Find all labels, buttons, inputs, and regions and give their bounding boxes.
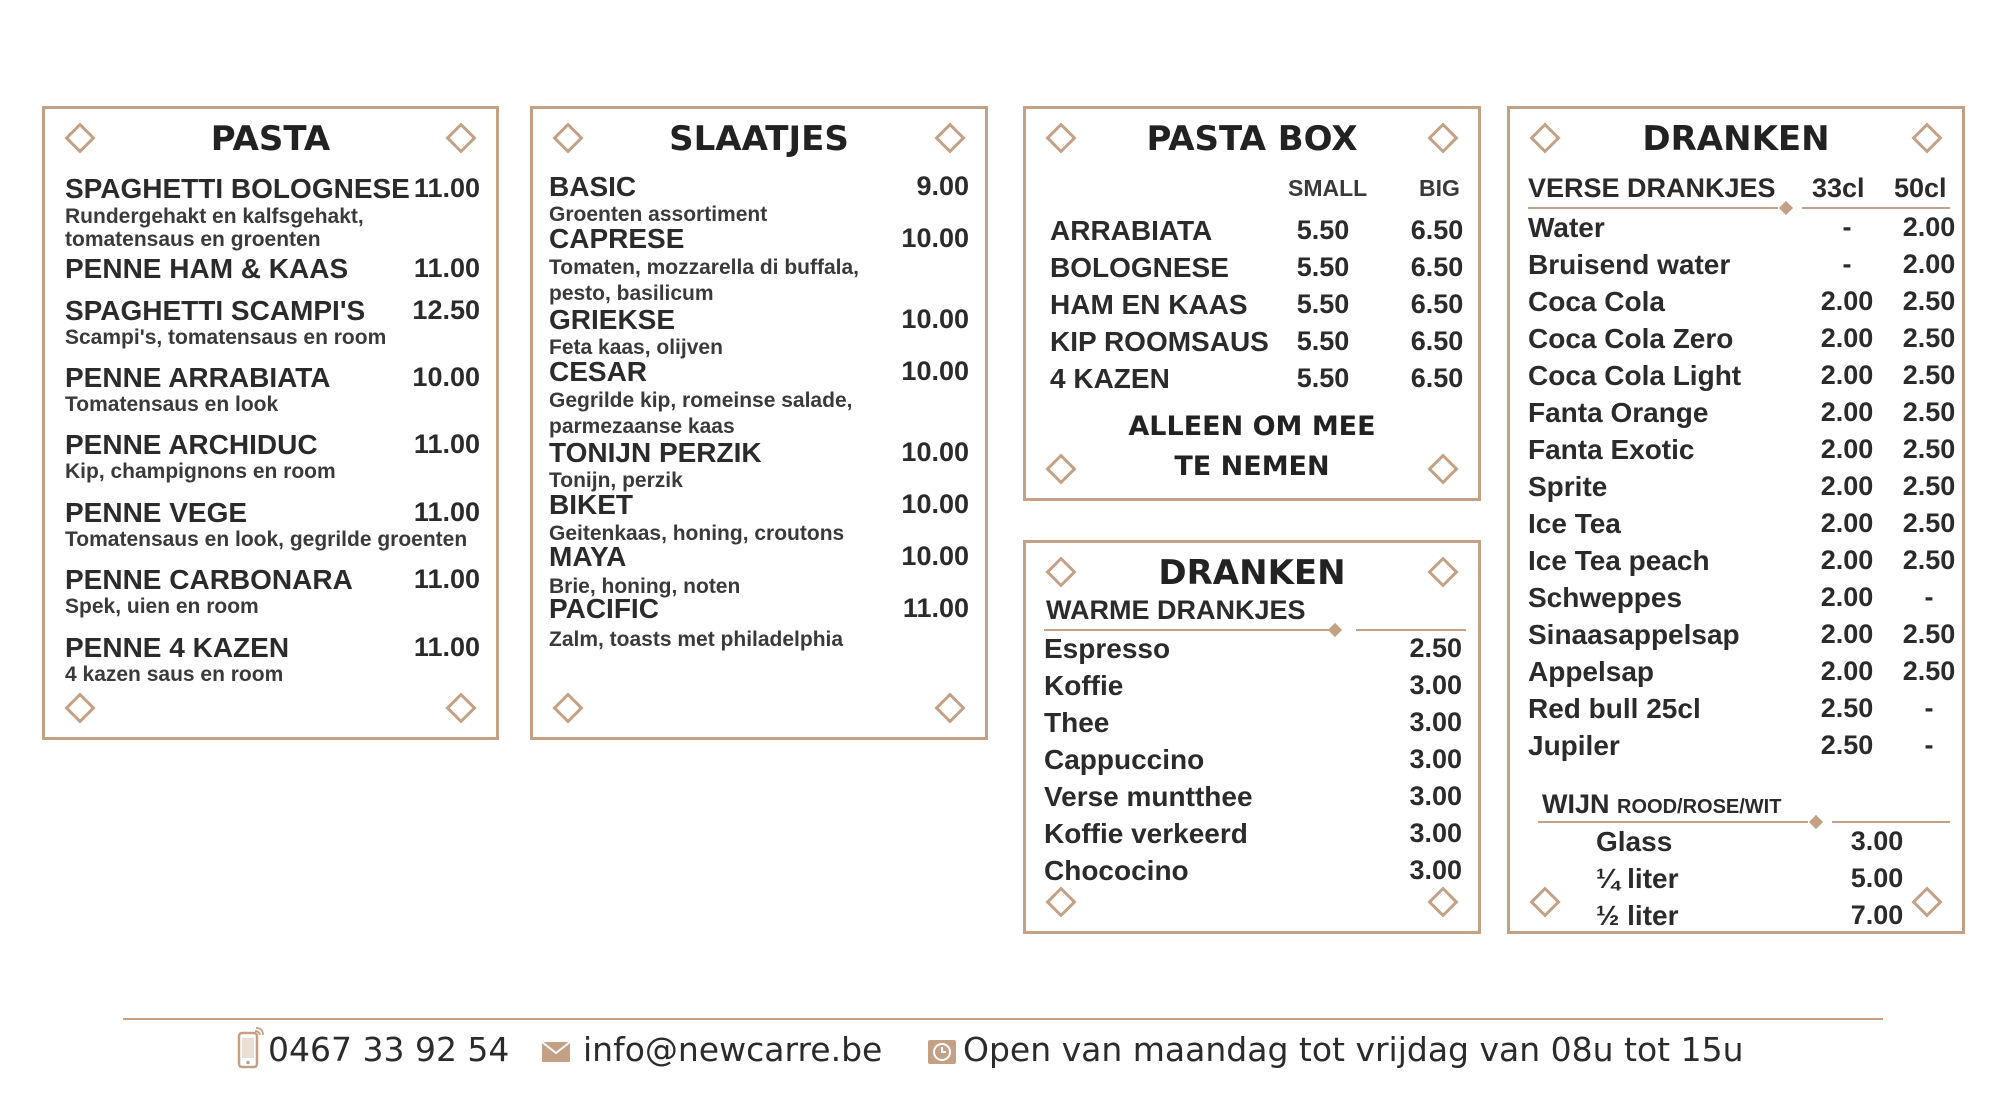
drink-name: Sinaasappelsap — [1528, 619, 1740, 650]
menu-item-name: SPAGHETTI BOLOGNESE — [65, 173, 410, 204]
drink-name: Koffie verkeerd — [1044, 818, 1248, 849]
footer-email[interactable]: info@newcarre.be — [583, 1030, 883, 1069]
menu-item-desc: Scampi's, tomatensaus en room — [65, 326, 387, 349]
diamond-ornament-icon — [552, 692, 583, 723]
menu-item-name: SPAGHETTI SCAMPI'S — [65, 295, 366, 326]
drink-price: 3.00 — [1409, 855, 1462, 885]
drink-name: Jupiler — [1528, 730, 1620, 761]
slaatjes-title: SLAATJES — [669, 119, 849, 159]
drink-name: Coca Cola Zero — [1528, 323, 1734, 354]
menu-item-desc: Tonijn, perzik — [549, 469, 683, 492]
pasta-title: PASTA — [210, 119, 331, 159]
footer-phone[interactable]: 0467 33 92 54 — [268, 1030, 510, 1069]
menu-item-name: PENNE VEGE — [65, 497, 248, 528]
menu-item-desc: Zalm, toasts met philadelphia — [549, 628, 844, 651]
section-divider — [1528, 207, 1778, 209]
drink-name: Verse muntthee — [1044, 781, 1253, 812]
menu-item-name: BOLOGNESE — [1050, 252, 1229, 283]
phone-icon — [234, 1027, 264, 1071]
menu-item-price: 11.00 — [413, 173, 480, 203]
menu-item-desc: Groenten assortiment — [549, 203, 768, 226]
footer-divider — [123, 1018, 1883, 1020]
menu-item-desc: Tomatensaus en look — [65, 393, 279, 416]
price-big: 6.50 — [1410, 252, 1464, 282]
drink-name: Koffie — [1044, 670, 1124, 701]
wine-price: 3.00 — [1850, 826, 1904, 856]
wine-size: ¼ liter — [1596, 863, 1679, 894]
drink-name: Coca Cola Light — [1528, 360, 1742, 391]
price-50cl: 2.50 — [1902, 545, 1956, 575]
drink-name: Coca Cola — [1528, 286, 1665, 317]
drink-price: 2.50 — [1409, 633, 1462, 663]
menu-item-name: PENNE ARRABIATA — [65, 362, 331, 393]
column-header-50cl: 50cl — [1894, 173, 1947, 203]
price-50cl: 2.50 — [1902, 397, 1956, 427]
menu-item-name: CAPRESE — [549, 223, 685, 254]
drink-name: Schweppes — [1528, 582, 1683, 613]
clock-icon — [927, 1039, 957, 1065]
price-big: 6.50 — [1410, 215, 1464, 245]
diamond-ornament-icon — [1427, 886, 1458, 917]
warm-drinks-title: DRANKEN — [1158, 553, 1346, 593]
menu-item-desc: Tomaten, mozzarella di buffala, — [549, 256, 859, 279]
menu-item-name: PENNE CARBONARA — [65, 564, 353, 595]
price-33cl: 2.00 — [1820, 656, 1874, 686]
section-divider — [1802, 207, 1950, 209]
price-small: 5.50 — [1296, 363, 1350, 393]
price-small: 5.50 — [1296, 289, 1350, 319]
menu-item-name: HAM EN KAAS — [1050, 289, 1248, 320]
menu-item-desc: Feta kaas, olijven — [549, 336, 723, 359]
divider-diamond-icon — [1779, 201, 1793, 215]
section-divider — [1832, 821, 1950, 823]
menu-item-price: 10.00 — [901, 437, 969, 467]
price-33cl: 2.00 — [1820, 582, 1874, 612]
menu-item-price: 10.00 — [901, 356, 969, 386]
menu-item-desc: Kip, champignons en room — [65, 460, 336, 483]
price-33cl: 2.00 — [1820, 619, 1874, 649]
diamond-ornament-icon — [1045, 886, 1076, 917]
menu-item-price: 11.00 — [413, 632, 480, 662]
menu-item-desc: Tomatensaus en look, gegrilde groenten — [65, 528, 468, 551]
drink-name: Fanta Exotic — [1528, 434, 1695, 465]
menu-item-price: 11.00 — [413, 253, 480, 283]
cold-drinks-card — [1507, 106, 1965, 934]
takeaway-note: ALLEEN OM MEE — [1128, 411, 1376, 442]
price-33cl: 2.00 — [1820, 286, 1874, 316]
drink-price: 3.00 — [1409, 818, 1462, 848]
price-50cl: - — [1924, 582, 1934, 612]
price-50cl: - — [1924, 693, 1934, 723]
pastabox-card — [1023, 106, 1481, 501]
menu-item-price: 12.50 — [412, 295, 480, 325]
price-33cl: 2.00 — [1820, 360, 1874, 390]
drink-name: Sprite — [1528, 471, 1608, 502]
drink-name: Thee — [1044, 707, 1110, 738]
price-50cl: 2.00 — [1902, 249, 1956, 279]
drink-name: Water — [1528, 212, 1605, 243]
wine-header — [1542, 789, 1781, 820]
menu-item-desc: pesto, basilicum — [549, 282, 714, 305]
menu-item-name: PACIFIC — [549, 593, 659, 624]
section-divider — [1044, 629, 1340, 631]
drink-name: Appelsap — [1528, 656, 1655, 687]
menu-item-name: MAYA — [549, 541, 627, 572]
cold-drinks-title: DRANKEN — [1642, 119, 1830, 159]
price-50cl: 2.50 — [1902, 434, 1956, 464]
divider-diamond-icon — [1328, 623, 1342, 637]
price-33cl: 2.00 — [1820, 471, 1874, 501]
drink-price: 3.00 — [1409, 781, 1462, 811]
menu-item-name: GRIEKSE — [549, 304, 676, 335]
menu-item-desc: Gegrilde kip, romeinse salade, — [549, 389, 853, 412]
price-50cl: 2.00 — [1902, 212, 1956, 242]
takeaway-note: TE NEMEN — [1174, 451, 1330, 482]
drink-name: Ice Tea peach — [1528, 545, 1710, 576]
pasta-card — [42, 106, 499, 740]
price-50cl: 2.50 — [1902, 323, 1956, 353]
drink-price: 3.00 — [1409, 670, 1462, 700]
wine-title: WIJN — [1542, 789, 1610, 819]
drink-name: Espresso — [1044, 633, 1171, 664]
price-33cl: 2.00 — [1820, 397, 1874, 427]
menu-item-price: 10.00 — [412, 362, 480, 392]
column-header-33cl: 33cl — [1812, 173, 1865, 203]
warm-drinks-card — [1023, 540, 1481, 934]
drink-name: Fanta Orange — [1528, 397, 1709, 428]
diamond-ornament-icon — [934, 692, 965, 723]
price-33cl: 2.50 — [1820, 730, 1874, 760]
drink-name: Bruisend water — [1528, 249, 1731, 280]
column-header-small: SMALL — [1288, 175, 1368, 201]
menu-item-name: CESAR — [549, 356, 648, 387]
menu-item-price: 10.00 — [901, 304, 969, 334]
price-50cl: 2.50 — [1902, 286, 1956, 316]
drink-name: Cappuccino — [1044, 744, 1205, 775]
menu-item-name: BASIC — [549, 171, 637, 202]
menu-item-price: 11.00 — [413, 497, 480, 527]
price-50cl: 2.50 — [1902, 471, 1956, 501]
menu-item-price: 11.00 — [413, 564, 480, 594]
section-divider — [1356, 629, 1466, 631]
diamond-ornament-icon — [1911, 886, 1942, 917]
price-small: 5.50 — [1296, 252, 1350, 282]
price-big: 6.50 — [1410, 289, 1464, 319]
price-33cl: 2.00 — [1820, 508, 1874, 538]
price-50cl: 2.50 — [1902, 508, 1956, 538]
menu-item-name: PENNE HAM & KAAS — [65, 253, 349, 284]
price-33cl: 2.00 — [1820, 323, 1874, 353]
price-50cl: 2.50 — [1902, 360, 1956, 390]
wine-size: ½ liter — [1596, 900, 1679, 931]
wine-size: Glass — [1596, 826, 1673, 857]
price-50cl: - — [1924, 730, 1934, 760]
section-divider — [1538, 821, 1808, 823]
email-icon — [541, 1041, 571, 1063]
menu-item-name: 4 KAZEN — [1050, 363, 1170, 394]
wine-subtitle: ROOD/ROSE/WIT — [1617, 796, 1782, 818]
column-header-big: BIG — [1419, 175, 1460, 201]
menu-item-name: BIKET — [549, 489, 633, 520]
menu-item-price: 10.00 — [901, 223, 969, 253]
menu-item-price: 11.00 — [413, 429, 480, 459]
price-33cl: 2.50 — [1820, 693, 1874, 723]
price-33cl: - — [1842, 249, 1852, 279]
price-small: 5.50 — [1296, 215, 1350, 245]
price-50cl: 2.50 — [1902, 656, 1956, 686]
menu-item-name: PENNE 4 KAZEN — [65, 632, 290, 663]
price-50cl: 2.50 — [1902, 619, 1956, 649]
menu-item-name: KIP ROOMSAUS — [1050, 326, 1269, 357]
price-33cl: 2.00 — [1820, 434, 1874, 464]
menu-item-desc: parmezaanse kaas — [549, 415, 735, 438]
price-big: 6.50 — [1410, 363, 1464, 393]
divider-diamond-icon — [1809, 815, 1823, 829]
diamond-ornament-icon — [445, 692, 476, 723]
section-header: WARME DRANKJES — [1046, 595, 1306, 625]
slaatjes-card — [530, 106, 988, 740]
menu-item-desc: Brie, honing, noten — [549, 575, 741, 598]
menu-item-desc: tomatensaus en groenten — [65, 228, 321, 251]
menu-item-name: ARRABIATA — [1050, 215, 1213, 246]
drink-name: Ice Tea — [1528, 508, 1621, 539]
menu-item-desc: Geitenkaas, honing, croutons — [549, 522, 845, 545]
menu-item-name: PENNE ARCHIDUC — [65, 429, 318, 460]
menu-item-price: 9.00 — [916, 171, 969, 201]
menu-item-price: 10.00 — [901, 541, 969, 571]
drink-price: 3.00 — [1409, 707, 1462, 737]
price-33cl: - — [1842, 212, 1852, 242]
diamond-ornament-icon — [64, 692, 95, 723]
price-big: 6.50 — [1410, 326, 1464, 356]
price-small: 5.50 — [1296, 326, 1350, 356]
menu-item-name: TONIJN PERZIK — [549, 437, 762, 468]
drink-name: Chococino — [1044, 855, 1189, 886]
pastabox-title: PASTA BOX — [1146, 119, 1358, 159]
drink-price: 3.00 — [1409, 744, 1462, 774]
diamond-ornament-icon — [1529, 886, 1560, 917]
drink-name: Red bull 25cl — [1528, 693, 1701, 724]
wine-price: 5.00 — [1850, 863, 1904, 893]
section-header: VERSE DRANKJES — [1528, 173, 1776, 203]
menu-item-desc: 4 kazen saus en room — [65, 663, 284, 686]
footer-hours: Open van maandag tot vrijdag van 08u tot 15u — [963, 1030, 1744, 1069]
menu-item-desc: Spek, uien en room — [65, 595, 259, 618]
price-33cl: 2.00 — [1820, 545, 1874, 575]
wine-price: 7.00 — [1850, 900, 1904, 930]
menu-item-desc: Rundergehakt en kalfsgehakt, — [65, 205, 364, 228]
menu-item-price: 10.00 — [901, 489, 969, 519]
menu-item-price: 11.00 — [902, 593, 969, 623]
